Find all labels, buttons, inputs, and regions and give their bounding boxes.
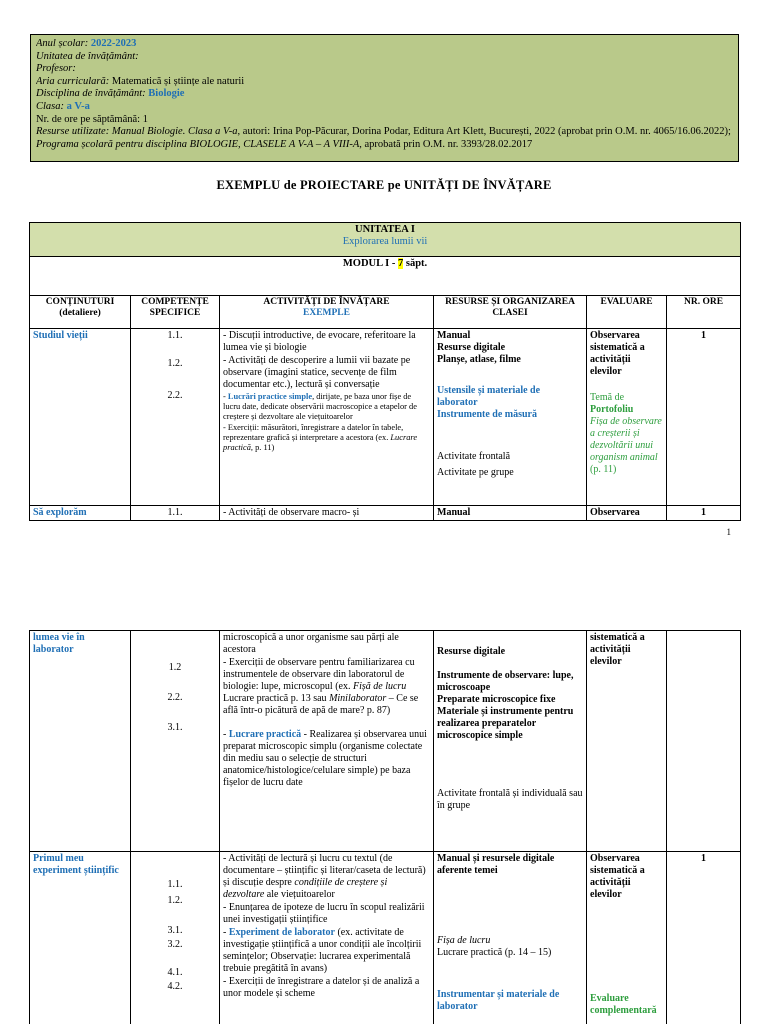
resources-manual: Manual Biologie. Clasa a V-a — [111, 126, 238, 138]
activity-link: Lucrare practică — [228, 729, 302, 740]
activities-cell: microscopică a unor organisme sau părți ale acestora - Exerciții de observare pentru familiarizarea cu instrumentele de observare din laboratorul de biologie: lupe, microscopul (ex. Fișă de lucru Lucrare practică p. 13 sau Minilaborator – Ce se află într-o picătură de apă de mare? p. 87) - Lucrare practică - Realizarea și observarea unui preparat microscopic simplu (organisme colectate din mediu sau o selecție de structuri anatomice/histologice/celulare simple) pe baza fișelor de lucru date — [220, 631, 434, 852]
resource-item: Activitate frontală și individuală sau în grupe — [437, 788, 583, 811]
competence-item: 1.2. — [167, 895, 183, 906]
activity-text: - Activități de observare macro- și — [220, 506, 434, 521]
school-unit-row — [36, 51, 733, 64]
hours-cell: 1 — [667, 506, 741, 521]
activities-cell: - Activități de lectură și lucru cu textul (de documentare – științific și literar/caseta de lectură) și discuție despre condițiile de creștere și dezvoltare ale viețuitoarelor - Enunțarea de ipoteze de lucru în scopul realizării unei investigații științifice - Experiment de laborator (ex. activitate de investigație științifică a unor condiții ale încolțirii semințelor; Observație: lucrarea experimentală trebuie pregătită în avans) - Exerciții de înregistrare a datelor și de analiză a unor modele și scheme — [220, 852, 434, 1024]
activity-text: - Exerciții: măsurători, înregistrare a datelor în tabele, reprezentare grafică și interpretare a acestora (ex. — [223, 423, 404, 442]
school-year-value: 2022-2023 — [90, 38, 137, 49]
unit-row — [30, 223, 741, 257]
class-row — [36, 101, 733, 114]
competence-item: 1.2 — [168, 662, 182, 673]
activity-text: - Discuții introductive, de evocare, referitoare la lumea vie și biologie — [223, 330, 416, 353]
topic-study-of-life: Studiul vieții — [30, 329, 131, 506]
activity-text: - Exerciții de înregistrare a datelor și de analiză a unor modele și scheme — [223, 976, 420, 999]
planning-table-page2 — [29, 630, 741, 1024]
competence-item: 4.2. — [167, 981, 183, 992]
competence-item: 2.2. — [167, 390, 183, 401]
col-activities-sub: EXEMPLE — [303, 308, 350, 318]
evaluation-item: Observarea — [587, 506, 667, 521]
teacher-row — [36, 63, 733, 76]
activity-text: (ex. activitate de investigație științifică a unor condiții ale încolțirii semințelor; Observație: lucrarea experimentală trebuie pregătită în avans) — [223, 927, 422, 974]
resource-item: Preparate microscopice fixe — [437, 694, 556, 705]
subject-label: Disciplina de învățământ: — [36, 88, 146, 100]
document-header — [30, 34, 739, 162]
resource-item: Manual și resursele digitale aferente temei — [437, 853, 555, 876]
resources-programme: Programa școlară pentru disciplina BIOLOGIE, CLASELE A V-A – A VIII-A — [36, 138, 360, 150]
evaluation-item: Observarea sistematică a activității elevilor — [590, 330, 645, 377]
competences-cell — [131, 631, 220, 852]
unit-subtitle: Explorarea lumii vii — [342, 236, 428, 247]
resource-item: Instrumentar și materiale de laborator — [437, 989, 560, 1012]
hours-cell — [667, 631, 741, 852]
competences-cell — [131, 852, 220, 1024]
topic-first-experiment: Primul meu experiment științific — [30, 852, 131, 1024]
resources-cell — [434, 329, 587, 506]
activity-text-italic: Lucrare practică — [223, 433, 418, 452]
activity-text: - Activități de lectură și lucru cu textul (de documentare – științific și literar/caseta de lectură) și discuție despre — [223, 853, 426, 888]
competence-item: 1.2. — [167, 358, 183, 369]
evaluation-item: sistematică a activității elevilor — [587, 631, 667, 852]
col-content-sub: (detaliere) — [59, 308, 101, 318]
evaluation-item: (p. 11) — [590, 464, 617, 475]
col-evaluation: EVALUARE — [587, 296, 667, 329]
activities-cell: - Discuții introductive, de evocare, referitoare la lumea vie și biologie - Activități de descoperire a lumii vii bazate pe observare (imagini statice, secvențe de film documentar etc.), lectură și conversație - Lucrări practice simple, dirijate, pe baza unor fișe de lucru date, dedicate observării macroscopice a etapelor de creștere și dezvoltare ale viețuitoarelor - Exerciții: măsurători, înregistrare a datelor în tabele, reprezentare grafică și interpretare a acestora (ex. Lucrare practică, p. 11) — [220, 329, 434, 506]
subject-row — [36, 88, 733, 101]
resources-authors: , autori: Irina Pop-Păcurar, Dorina Podar, Editura Art Klett, București, 2022 (aprobat prin O.M. nr. 4065/16.06.2022); — [237, 126, 731, 138]
evaluation-item: Fișa de observare a creșterii și dezvoltării unui organism animal — [590, 416, 662, 463]
resources-label: Resurse utilizate: — [36, 126, 110, 138]
evaluation-cell — [587, 329, 667, 506]
resource-item: Manual — [434, 506, 587, 521]
module-weeks: 7 — [398, 258, 404, 269]
school-year-row — [36, 38, 733, 51]
hours-cell: 1 — [667, 329, 741, 506]
competence-item: 1.1. — [167, 507, 183, 518]
resource-item: Activitate frontală — [437, 451, 511, 462]
hours-cell: 1 — [667, 852, 741, 1024]
planning-table-page1 — [29, 222, 741, 521]
activity-text: Lucrare practică p. 13 sau — [223, 693, 327, 704]
competence-item: 3.1. — [167, 925, 183, 936]
hours-label: Nr. de ore pe săptămână: — [36, 113, 141, 125]
resources-cell — [434, 852, 587, 1024]
resource-item: Manual — [437, 330, 471, 341]
resources-row — [36, 126, 733, 151]
topic-explore: Să explorăm — [30, 506, 131, 521]
curricular-area-label: Aria curriculară: — [36, 75, 110, 87]
module-prefix: MODUL I - — [342, 258, 396, 269]
resource-item: Fișa de lucru — [437, 935, 491, 946]
curricular-area-row — [36, 76, 733, 89]
hours-value: 1 — [142, 113, 148, 125]
module-suffix: săpt. — [405, 258, 428, 269]
activity-text-italic: Minilaborator — [329, 693, 387, 704]
evaluation-item: Observarea sistematică a activității elevilor — [590, 853, 645, 900]
resources-cell — [434, 631, 587, 852]
table-row — [30, 329, 741, 506]
document-title: EXEMPLU de PROIECTARE pe UNITĂȚI DE ÎNVĂȚARE — [216, 178, 552, 192]
table-row — [30, 506, 741, 521]
page-number: 1 — [726, 527, 731, 537]
resource-item: Activitate pe grupe — [437, 467, 514, 478]
table-row — [30, 852, 741, 1024]
resources-approval: , aprobată prin O.M. nr. 3393/28.02.2017 — [359, 138, 533, 150]
school-year-label: Anul școlar: — [36, 38, 89, 49]
competence-item: 1.1. — [167, 330, 183, 341]
resource-item: Resurse digitale — [437, 646, 506, 657]
activity-text: microscopică a unor organisme sau părți ale acestora — [223, 632, 399, 655]
unit-name: UNITATEA I — [355, 224, 416, 235]
topic-lab: lumea vie în laborator — [30, 631, 131, 852]
evaluation-item: Temă de — [590, 392, 625, 403]
hours-row — [36, 114, 733, 127]
school-unit-label: Unitatea de învățământ: — [36, 50, 139, 62]
competence-item: 1.1. — [167, 879, 183, 890]
activity-text: - Enunțarea de ipoteze de lucru în scopul realizării unei investigații științifice — [223, 902, 425, 925]
column-header-row — [30, 296, 741, 329]
activity-link: Experiment de laborator — [228, 927, 335, 938]
competence-item: 3.2. — [167, 939, 183, 950]
evaluation-cell — [587, 852, 667, 1024]
activity-text-italic: Fișă de lucru — [352, 681, 407, 692]
teacher-label: Profesor: — [36, 63, 76, 75]
col-content: CONȚINUTURI — [45, 297, 115, 307]
subject-value: Biologie — [148, 88, 185, 100]
module-row — [30, 257, 741, 296]
evaluation-item: Evaluare complementară — [590, 993, 657, 1016]
activity-text: , p. 11) — [250, 443, 275, 452]
resource-item: Planșe, atlase, filme — [437, 354, 521, 365]
class-label: Clasa: — [36, 100, 65, 112]
evaluation-item: Portofoliu — [590, 404, 634, 415]
resource-item: Resurse digitale — [437, 342, 506, 353]
competence-item: 4.1. — [167, 967, 183, 978]
resource-item: Materiale și instrumente pentru realizarea preparatelor microscopice simple — [437, 706, 574, 741]
activity-text: , dirijate, pe baza unor fișe de lucru date, dedicate observării macroscopice a etapelor de creștere și dezvoltare ale viețuitoarelor — [223, 392, 417, 421]
col-hours: NR. ORE — [667, 296, 741, 329]
competences-cell — [131, 329, 220, 506]
activity-text: – Ce se află într-o picătură de apă de mare? p. 87) — [223, 693, 419, 716]
activity-text: - Activități de descoperire a lumii vii bazate pe observare (imagini statice, secvențe de film documentar etc.), lectură și conversație — [223, 355, 411, 390]
competences-cell — [131, 506, 220, 521]
activity-text: - Exerciții de observare pentru familiarizarea cu instrumentele de observare din laboratorul de biologie: lupe, microscopul (ex. — [223, 657, 415, 692]
resource-item: Instrumente de măsură — [437, 409, 537, 420]
competence-item: 2.2. — [167, 692, 183, 703]
activity-text: - Realizarea și observarea unui preparat microscopic simplu (organisme colectate din mediu sau o selecție de structuri anatomice/histologice/celulare simple) pe baza fișelor de lucru date — [223, 729, 427, 788]
activity-link: Lucrări practice simple — [227, 392, 313, 401]
col-resources: RESURSE ȘI ORGANIZAREA CLASEI — [434, 296, 587, 329]
col-competences: COMPETENȚE SPECIFICE — [131, 296, 220, 329]
resource-item: Ustensile și materiale de laborator — [437, 385, 541, 408]
activity-text-italic: condițiile de creștere și dezvoltare — [223, 877, 388, 900]
competence-item: 3.1. — [167, 722, 183, 733]
resource-item: Instrumente de observare: lupe, microscoape — [437, 670, 574, 693]
resource-item: Lucrare practică (p. 14 – 15) — [437, 947, 552, 958]
table-row — [30, 631, 741, 852]
class-value: a V-a — [66, 100, 90, 112]
activity-text: ale viețuitoarelor — [266, 889, 335, 900]
curricular-area-value: Matematică și științe ale naturii — [111, 75, 245, 87]
col-activities: ACTIVITĂȚI DE ÎNVĂȚARE — [263, 297, 390, 307]
